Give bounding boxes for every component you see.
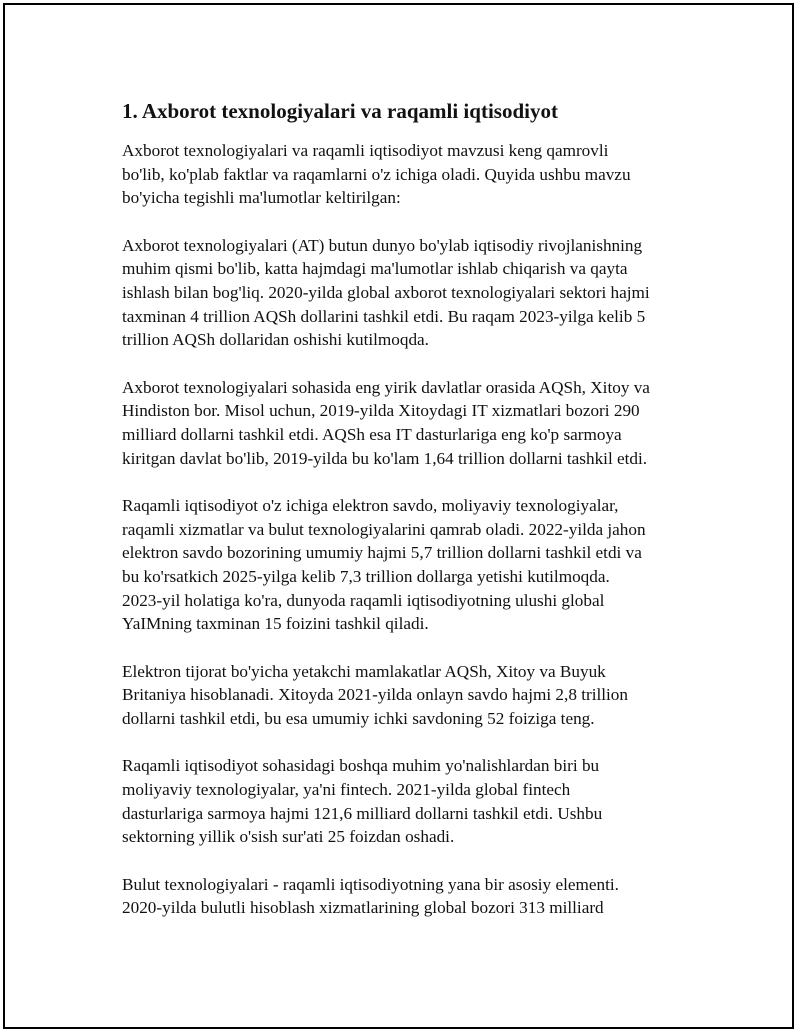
paragraph-line: 2020-yilda bulutli hisoblash xizmatlarining global bozori 313 milliard xyxy=(122,898,604,918)
paragraph-line: Britaniya hisoblanadi. Xitoyda 2021-yilda onlayn savdo hajmi 2,8 trillion xyxy=(122,685,628,705)
paragraph-line: taxminan 4 trillion AQSh dollarini tashkil etdi. Bu raqam 2023-yilga kelib 5 xyxy=(122,306,646,326)
paragraph-2 xyxy=(122,234,702,352)
paragraph-4 xyxy=(122,494,702,636)
paragraph-line: milliard dollarni tashkil etdi. AQSh esa IT dasturlariga eng ko'p sarmoya xyxy=(122,424,622,444)
paragraph-line: YaIMning taxminan 15 foizini tashkil qiladi. xyxy=(122,614,429,634)
paragraph-line: dollarni tashkil etdi, bu esa umumiy ichki savdoning 52 foiziga teng. xyxy=(122,708,595,728)
document-body xyxy=(122,97,702,944)
paragraph-line: Raqamli iqtisodiyot sohasidagi boshqa muhim yo'nalishlardan biri bu xyxy=(122,756,600,776)
paragraph-line: dasturlariga sarmoya hajmi 121,6 milliard dollarni tashkil etdi. Ushbu xyxy=(122,803,603,823)
paragraph-line: ishlash bilan bog'liq. 2020-yilda global axborot texnologiyalari sektori hajmi xyxy=(122,282,650,302)
paragraph-line: Elektron tijorat bo'yicha yetakchi mamlakatlar AQSh, Xitoy va Buyuk xyxy=(122,661,606,681)
paragraph-line: Hindiston bor. Misol uchun, 2019-yilda Xitoydagi IT xizmatlari bozori 290 xyxy=(122,401,640,421)
paragraph-line: trillion AQSh dollaridan oshishi kutilmoqda. xyxy=(122,330,429,350)
paragraph-line: muhim qismi bo'lib, katta hajmdagi ma'lumotlar ishlab chiqarish va qayta xyxy=(122,259,628,279)
paragraph-line: Axborot texnologiyalari (AT) butun dunyo bo'ylab iqtisodiy rivojlanishning xyxy=(122,235,643,255)
section-heading: 1. Axborot texnologiyalari va raqamli iqtisodiyot xyxy=(122,99,558,123)
paragraph-line: bo'yicha tegishli ma'lumotlar keltirilgan: xyxy=(122,188,401,208)
paragraph-line: Raqamli iqtisodiyot o'z ichiga elektron savdo, moliyaviy texnologiyalar, xyxy=(122,496,619,516)
paragraph-7 xyxy=(122,873,702,920)
paragraph-line: sektorning yillik o'sish sur'ati 25 foizdan oshadi. xyxy=(122,827,455,847)
paragraph-1 xyxy=(122,139,702,210)
paragraph-line: raqamli xizmatlar va bulut texnologiyalarini qamrab oladi. 2022-yilda jahon xyxy=(122,519,646,539)
paragraph-line: 2023-yil holatiga ko'ra, dunyoda raqamli iqtisodiyotning ulushi global xyxy=(122,590,605,610)
paragraph-line: elektron savdo bozorining umumiy hajmi 5,7 trillion dollarni tashkil etdi va xyxy=(122,543,642,563)
paragraph-5 xyxy=(122,660,702,731)
paragraph-line: kiritgan davlat bo'lib, 2019-yilda bu ko'lam 1,64 trillion dollarni tashkil etdi. xyxy=(122,448,648,468)
paragraph-3 xyxy=(122,376,702,470)
paragraph-line: bu ko'rsatkich 2025-yilga kelib 7,3 trillion dollarga yetishi kutilmoqda. xyxy=(122,566,610,586)
paragraph-line: bo'lib, ko'plab faktlar va raqamlarni o'z ichiga oladi. Quyida ushbu mavzu xyxy=(122,164,631,184)
page-frame xyxy=(3,3,794,1029)
paragraph-line: Axborot texnologiyalari va raqamli iqtisodiyot mavzusi keng qamrovli xyxy=(122,141,609,160)
paragraph-line: Axborot texnologiyalari sohasida eng yirik davlatlar orasida AQSh, Xitoy va xyxy=(122,377,650,397)
paragraph-line: Bulut texnologiyalari - raqamli iqtisodiyotning yana bir asosiy elementi. xyxy=(122,874,619,894)
paragraph-line: moliyaviy texnologiyalar, ya'ni fintech. 2021-yilda global fintech xyxy=(122,780,571,800)
paragraph-6 xyxy=(122,754,702,848)
